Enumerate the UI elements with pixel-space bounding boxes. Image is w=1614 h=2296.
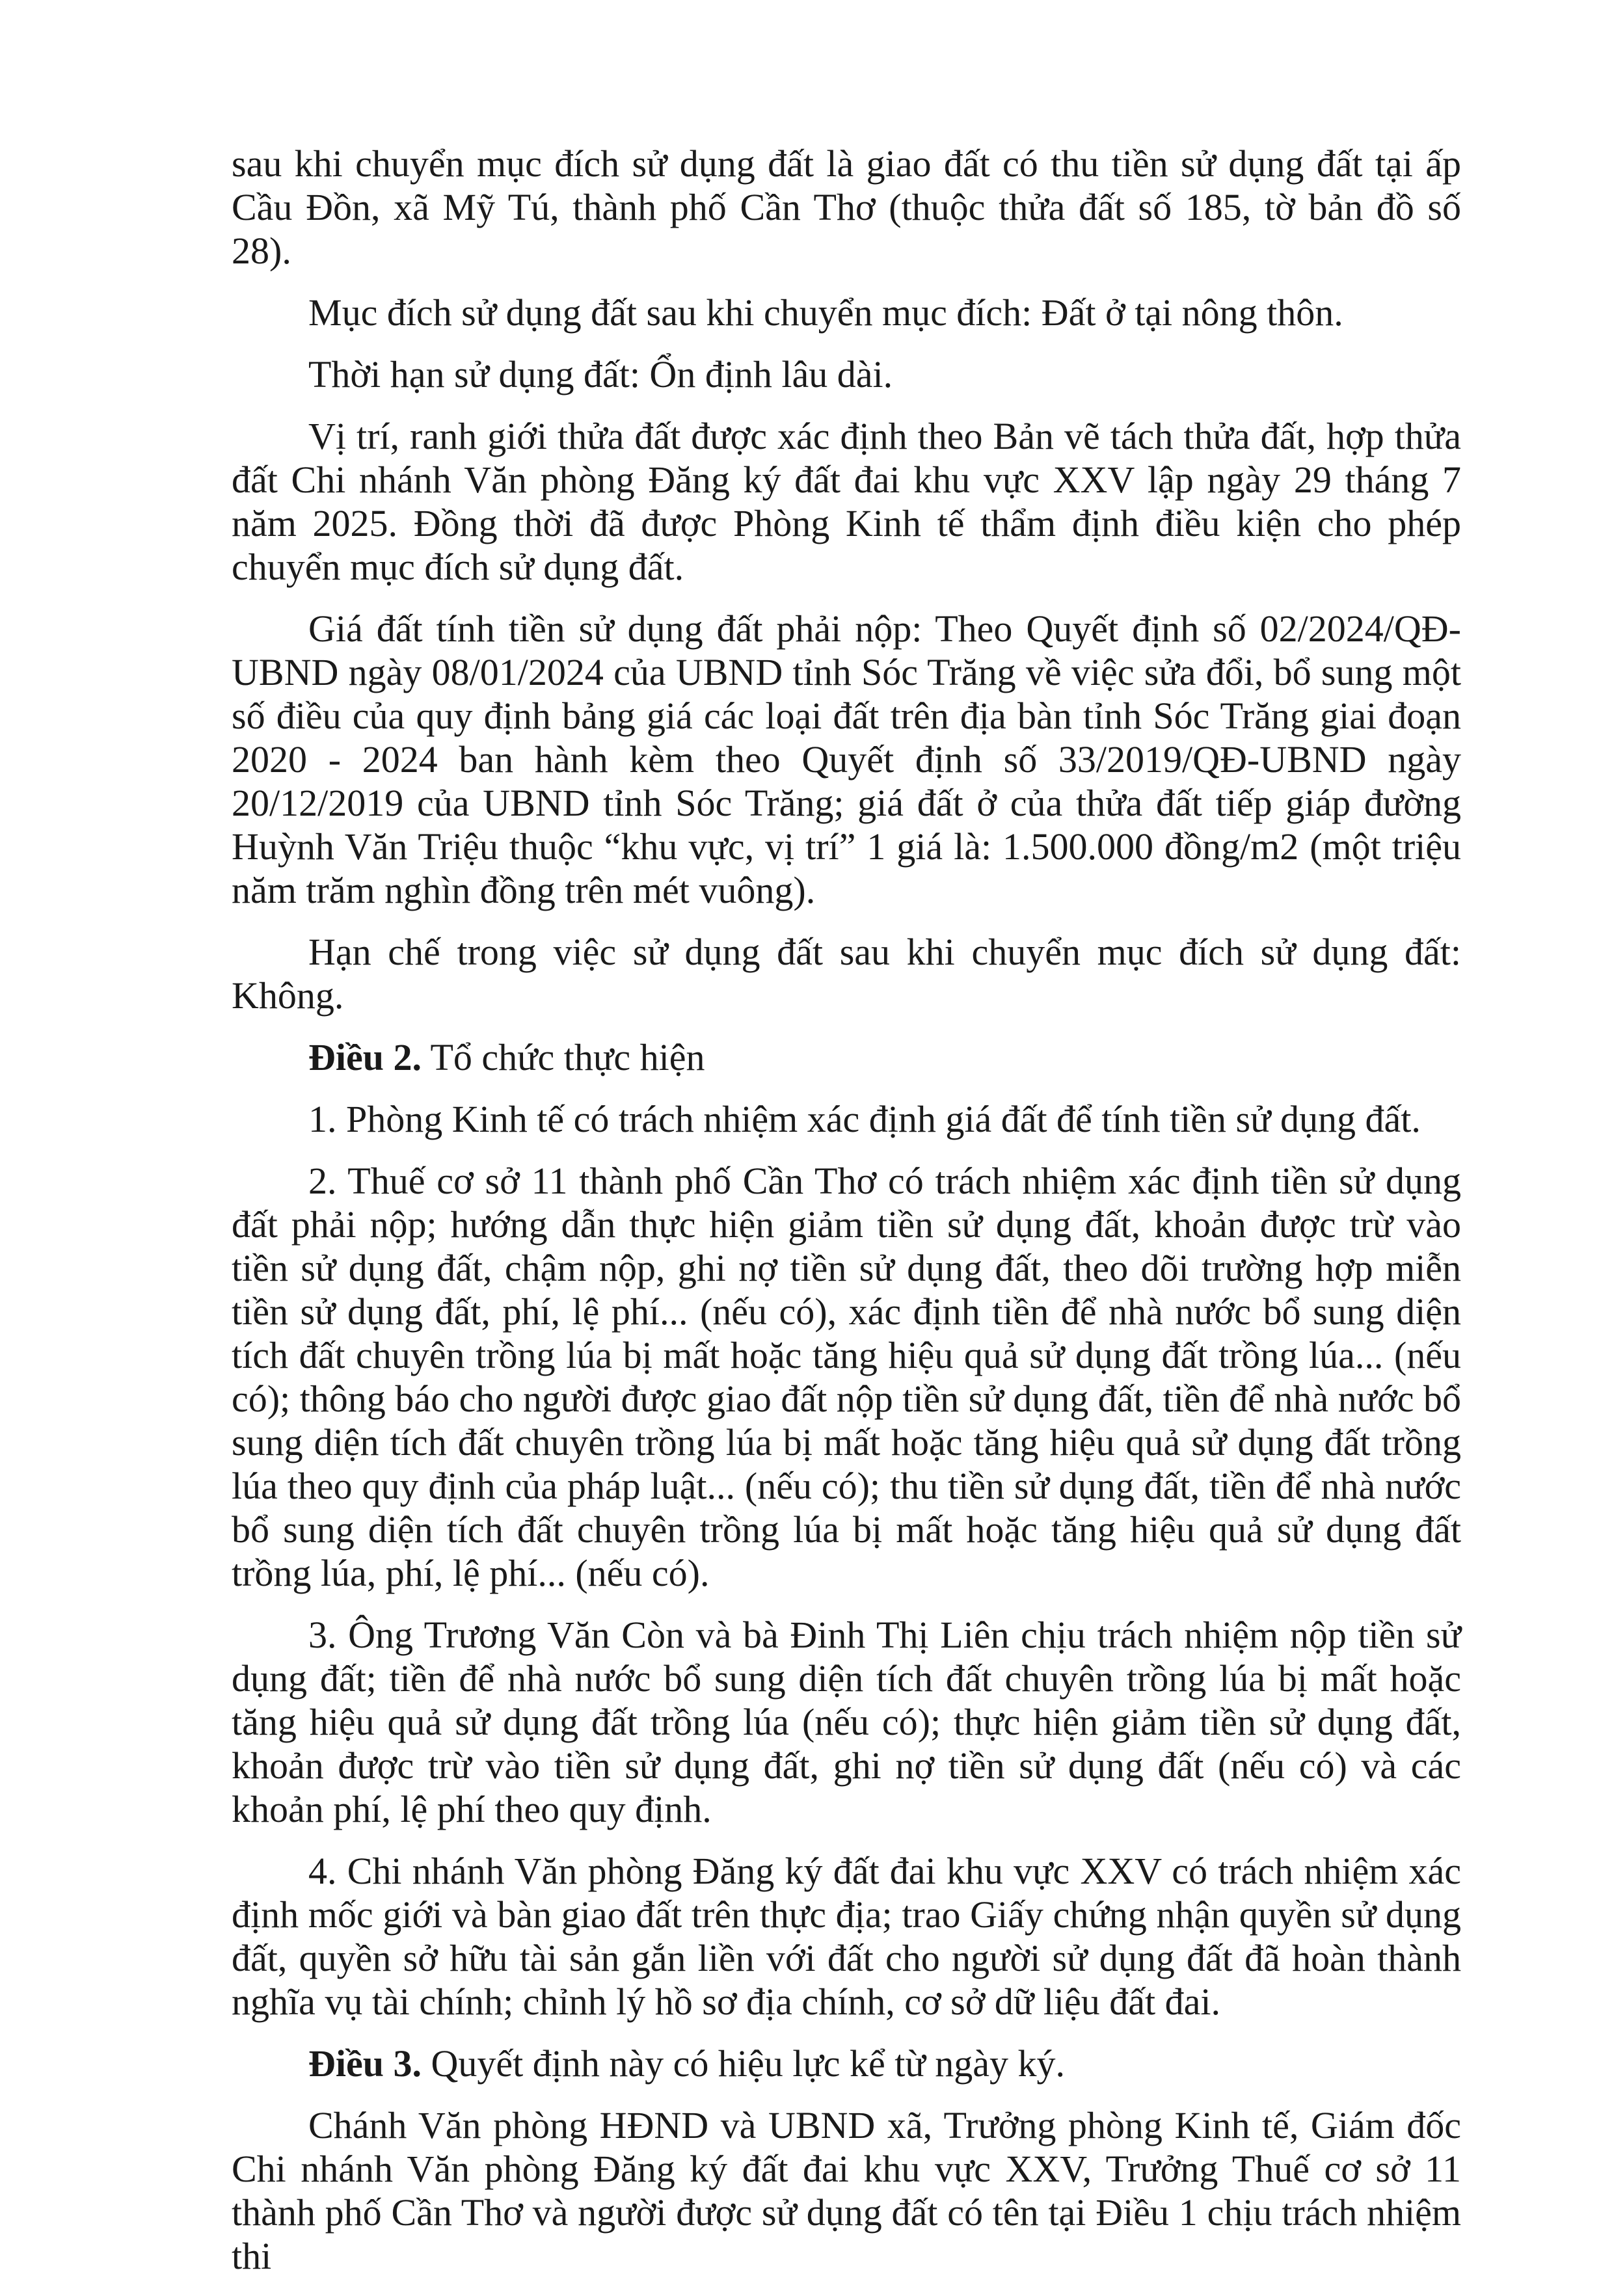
paragraph-text: Vị trí, ranh giới thửa đất được xác định theo Bản vẽ tách thửa đất, hợp thửa đất Chi nhánh Văn phòng Đăng ký đất đai khu vực XXV lập ngày 29 tháng 7 năm 2025. Đồng thời đã được Phòng Kinh tế thẩm định điều kiện cho phép chuyển mục đích sử dụng đất.: [232, 415, 1461, 588]
paragraph-text: 2. Thuế cơ sở 11 thành phố Cần Thơ có trách nhiệm xác định tiền sử dụng đất phải nộp; hướng dẫn thực hiện giảm tiền sử dụng đất, khoản được trừ vào tiền sử dụng đất, chậm nộp, ghi nợ tiền sử dụng đất, theo dõi trường hợp miễn tiền sử dụng đất, phí, lệ phí... (nếu có), xác định tiền để nhà nước bổ sung diện tích đất chuyên trồng lúa bị mất hoặc tăng hiệu quả sử dụng đất trồng lúa... (nếu có); thông báo cho người được giao đất nộp tiền sử dụng đất, tiền để nhà nước bổ sung diện tích đất chuyên trồng lúa bị mất hoặc tăng hiệu quả sử dụng đất trồng lúa theo quy định của pháp luật... (nếu có); thu tiền sử dụng đất, tiền để nhà nước bổ sung diện tích đất chuyên trồng lúa bị mất hoặc tăng hiệu quả sử dụng đất trồng lúa, phí, lệ phí... (nếu có).: [232, 1160, 1461, 1594]
paragraph-boundary: [232, 414, 1461, 589]
paragraph-responsibility: [232, 2103, 1461, 2278]
paragraph-text: Thời hạn sử dụng đất: Ổn định lâu dài.: [308, 353, 893, 395]
article-title: Tổ chức thực hiện: [422, 1036, 705, 1078]
paragraph-item-1: [232, 1097, 1461, 1141]
paragraph-text: Mục đích sử dụng đất sau khi chuyển mục đích: Đất ở tại nông thôn.: [308, 291, 1343, 334]
paragraph-text: Chánh Văn phòng HĐND và UBND xã, Trưởng phòng Kinh tế, Giám đốc Chi nhánh Văn phòng Đăng ký đất đai khu vực XXV, Trưởng Thuế cơ sở 11 thành phố Cần Thơ và người được sử dụng đất có tên tại Điều 1 chịu trách nhiệm thi: [232, 2104, 1461, 2277]
paragraph-restrictions: [232, 930, 1461, 1017]
paragraph-text: 4. Chi nhánh Văn phòng Đăng ký đất đai khu vực XXV có trách nhiệm xác định mốc giới và bàn giao đất trên thực địa; trao Giấy chứng nhận quyền sử dụng đất, quyền sở hữu tài sản gắn liền với đất cho người sử dụng đất đã hoàn thành nghĩa vụ tài chính; chỉnh lý hồ sơ địa chính, cơ sở dữ liệu đất đai.: [232, 1850, 1461, 2023]
article-title: Quyết định này có hiệu lực kể từ ngày ký.: [422, 2042, 1066, 2085]
paragraph-item-4: [232, 1849, 1461, 2023]
document-page: [232, 142, 1461, 2296]
paragraph-text: Hạn chế trong việc sử dụng đất sau khi chuyển mục đích sử dụng đất: Không.: [232, 931, 1461, 1017]
article-2-heading: [232, 1035, 1461, 1079]
paragraph-text: 1. Phòng Kinh tế có trách nhiệm xác định giá đất để tính tiền sử dụng đất.: [308, 1098, 1421, 1140]
paragraph-continued-location: [232, 142, 1461, 273]
paragraph-item-2: [232, 1159, 1461, 1595]
paragraph-land-purpose: [232, 291, 1461, 334]
article-label: Điều 2.: [308, 1036, 422, 1078]
paragraph-text: 3. Ông Trương Văn Còn và bà Đinh Thị Liên chịu trách nhiệm nộp tiền sử dụng đất; tiền để nhà nước bổ sung diện tích đất chuyên trồng lúa bị mất hoặc tăng hiệu quả sử dụng đất trồng lúa (nếu có); thực hiện giảm tiền sử dụng đất, khoản được trừ vào tiền sử dụng đất, ghi nợ tiền sử dụng đất (nếu có) và các khoản phí, lệ phí theo quy định.: [232, 1614, 1461, 1830]
paragraph-land-price: [232, 607, 1461, 912]
paragraph-item-3: [232, 1613, 1461, 1831]
article-3-heading: [232, 2042, 1461, 2085]
paragraph-text: Giá đất tính tiền sử dụng đất phải nộp: Theo Quyết định số 02/2024/QĐ-UBND ngày 08/01/2024 của UBND tỉnh Sóc Trăng về việc sửa đổi, bổ sung một số điều của quy định bảng giá các loại đất trên địa bàn tỉnh Sóc Trăng giai đoạn 2020 - 2024 ban hành kèm theo Quyết định số 33/2019/QĐ-UBND ngày 20/12/2019 của UBND tỉnh Sóc Trăng; giá đất ở của thửa đất tiếp giáp đường Huỳnh Văn Triệu thuộc “khu vực, vị trí” 1 giá là: 1.500.000 đồng/m2 (một triệu năm trăm nghìn đồng trên mét vuông).: [232, 607, 1461, 911]
paragraph-text: sau khi chuyển mục đích sử dụng đất là giao đất có thu tiền sử dụng đất tại ấp Cầu Đồn, xã Mỹ Tú, thành phố Cần Thơ (thuộc thửa đất số 185, tờ bản đồ số 28).: [232, 142, 1461, 272]
article-label: Điều 3.: [308, 2042, 422, 2085]
paragraph-usage-term: [232, 353, 1461, 396]
